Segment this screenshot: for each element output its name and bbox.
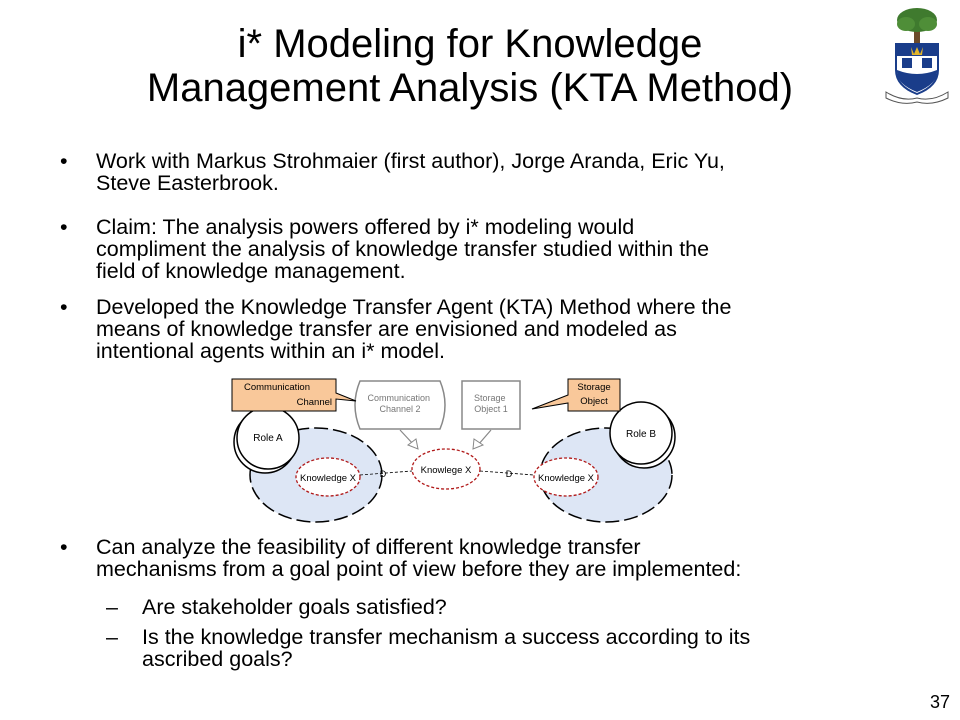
title-line-1: i* Modeling for Knowledge bbox=[237, 22, 703, 66]
bullet-marker: • bbox=[60, 215, 68, 239]
bullet-item bbox=[58, 296, 731, 362]
page-number: 37 bbox=[929, 692, 950, 712]
bullet-item bbox=[58, 216, 709, 282]
bullet-marker: • bbox=[60, 149, 68, 173]
bullet-line: Can analyze the feasibility of different knowledge transfer bbox=[96, 535, 641, 559]
bullet-line: compliment the analysis of knowledge transfer studied within the bbox=[96, 237, 710, 261]
knowledge-center-label: Knowlege X bbox=[420, 465, 472, 476]
role-a-label: Role A bbox=[253, 433, 283, 444]
bullet-line: field of knowledge management. bbox=[96, 259, 406, 283]
dependency-mark-right: D bbox=[505, 469, 513, 479]
sub-bullet-line: Are stakeholder goals satisfied? bbox=[142, 595, 447, 619]
sub-bullet-item bbox=[106, 626, 750, 670]
bullet-line: mechanisms from a goal point of view before they are implemented: bbox=[96, 557, 742, 581]
bullet-line: means of knowledge transfer are envisioned and modeled as bbox=[96, 317, 677, 341]
sub-bullet-marker: – bbox=[106, 625, 118, 649]
svg-text:Communication: Communication bbox=[244, 382, 310, 393]
title-line-2: Management Analysis (KTA Method) bbox=[146, 66, 794, 110]
sub-bullet-marker: – bbox=[106, 595, 118, 619]
university-crest-icon bbox=[882, 6, 952, 106]
role-b-label: Role B bbox=[625, 429, 657, 440]
slide-title bbox=[40, 22, 900, 110]
bullet-marker: • bbox=[60, 295, 68, 319]
bullet-line: Developed the Knowledge Transfer Agent (KTA) Method where the bbox=[96, 295, 732, 319]
dependency-mark-left: D bbox=[379, 469, 387, 479]
kta-diagram bbox=[228, 375, 688, 525]
svg-text:Storage: Storage bbox=[577, 382, 611, 393]
knowledge-left-label: Knowledge X bbox=[300, 473, 356, 484]
channel-label: Communication Channel 2 bbox=[367, 393, 431, 414]
sub-bullet-item bbox=[106, 596, 447, 618]
storage-label: Storage Object 1 bbox=[473, 393, 508, 414]
sub-bullet-line: Is the knowledge transfer mechanism a success according to its bbox=[142, 625, 751, 649]
svg-text:Object: Object bbox=[580, 396, 608, 407]
bullet-item bbox=[58, 536, 741, 580]
bullet-marker: • bbox=[60, 535, 68, 559]
sub-bullet-line: ascribed goals? bbox=[142, 647, 293, 671]
bullet-line: Steve Easterbrook. bbox=[96, 171, 279, 195]
bullet-line: Claim: The analysis powers offered by i* modeling would bbox=[96, 215, 635, 239]
bullet-line: Work with Markus Strohmaier (first author), Jorge Aranda, Eric Yu, bbox=[96, 149, 725, 173]
bullet-item bbox=[58, 150, 725, 194]
bullet-line: intentional agents within an i* model. bbox=[96, 339, 445, 363]
svg-text:Channel: Channel bbox=[296, 397, 332, 408]
knowledge-right-label: Knowledge X bbox=[538, 473, 594, 484]
